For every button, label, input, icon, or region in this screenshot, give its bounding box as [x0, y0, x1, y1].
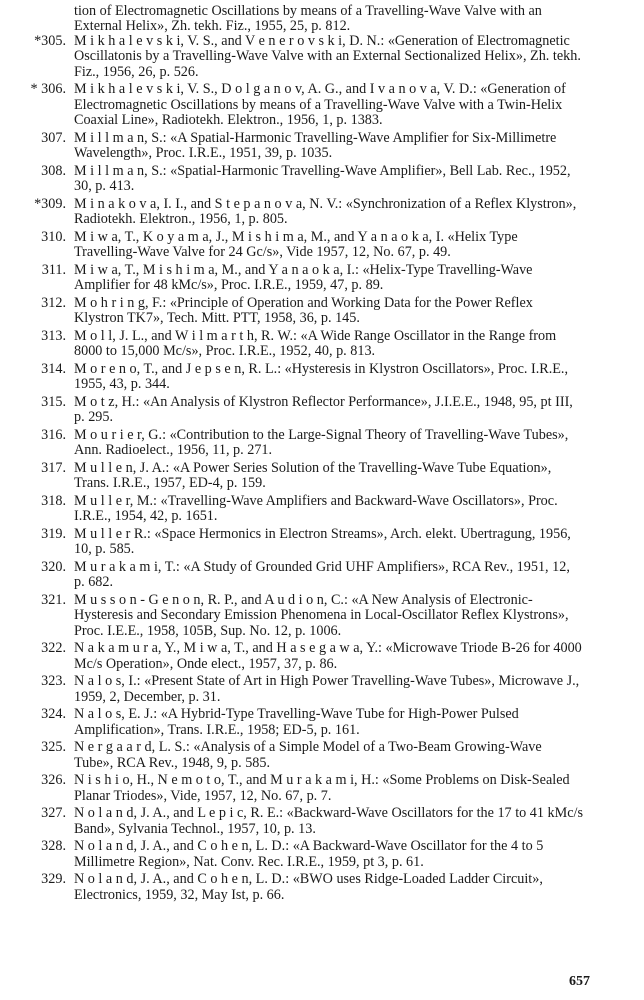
reference-text: M i k h a l e v s k i, V. S., and V e n e r o v s k i, D. N.: «Generation of Electromagnetic Oscillatonis by a Travelling-Wave Valve with an External Sectionalized Helix», Zh. tekh. Fiz., 1956, 26, p. 526.	[74, 33, 581, 80]
reference-text: M u r a k a m i, T.: «A Study of Grounded Grid UHF Amplifiers», RCA Rev., 1951, 12, p. 682.	[74, 558, 570, 591]
reference-number: 313.	[41, 327, 66, 344]
reference-text: N a k a m u r a, Y., M i w a, T., and H a s e g a w a, Y.: «Microwave Triode B-26 for 4000 Mc/s Operation», Onde elect., 1957, 37, p. 86.	[74, 640, 582, 672]
reference-item	[0, 593, 584, 639]
reference-text: M i k h a l e v s k i, V. S., D o l g a n o v, A. G., and I v a n o v a, V. D.: «Generation of Electromagnetic Oscillations by means of a Travelling-Wave Valve with a Twin-Helix Coaxial Line», Radiotekh. Elektron., 1956, 1, p. 1383.	[74, 81, 566, 129]
reference-number: * 306.	[30, 81, 66, 98]
reference-text: M i l l m a n, S.: «A Spatial-Harmonic Travelling-Wave Amplifier for Six-Millimetre Wavelength», Proc. I.R.E., 1951, 39, p. 1035.	[74, 129, 557, 162]
reference-number: *305.	[34, 33, 66, 49]
continued-reference-text: tion of Electromagnetic Oscillations by means of a Travelling-Wave Valve with an External Helix», Zh. tekh. Fiz., 1955, 25, p. 812.	[74, 3, 542, 35]
reference-number: 322.	[41, 640, 66, 657]
reference-text: M i l l m a n, S.: «Spatial-Harmonic Travelling-Wave Amplifier», Bell Lab. Rec., 1952, 30, p. 413.	[74, 162, 571, 195]
reference-text: M u l l e n, J. A.: «A Power Series Solution of the Travelling-Wave Tube Equation», Trans. I.R.E., 1957, ED-4, p. 159.	[74, 459, 552, 492]
reference-item	[0, 806, 584, 837]
reference-text: N o l a n d, J. A., and C o h e n, L. D.: «BWO uses Ridge-Loaded Ladder Circuit», Electronics, 1959, 32, May Ist, p. 66.	[74, 871, 543, 903]
reference-item	[0, 395, 584, 426]
reference-item	[0, 34, 584, 80]
reference-number: 329.	[41, 871, 66, 888]
reference-number: 315.	[41, 393, 66, 410]
reference-item	[0, 296, 584, 327]
reference-text: M o t z, H.: «An Analysis of Klystron Reflector Performance», J.I.E.E., 1948, 95, pt III, p. 295.	[74, 393, 573, 426]
reference-item	[0, 527, 584, 558]
reference-item	[0, 329, 584, 360]
reference-item	[0, 263, 584, 294]
reference-item	[0, 131, 584, 162]
reference-text: M i n a k o v a, I. I., and S t e p a n o v a, N. V.: «Synchronization of a Reflex Klystron», Radiotekh. Elektron., 1956, 1, p. 805.	[74, 195, 577, 228]
reference-text: M u s s o n - G e n o n, R. P., and A u d i o n, C.: «A New Analysis of Electronic-Hysteresis and Secondary Emission Phenomena in Local-Oscillator Reflex Klystrons», Proc. I.E.E., 1958, 105B, Sup. No. 12, p. 1006.	[74, 591, 569, 639]
reference-item	[0, 560, 584, 591]
reference-number: 314.	[41, 360, 66, 377]
reference-item	[0, 362, 584, 393]
reference-item	[0, 839, 584, 870]
reference-text: M o r e n o, T., and J e p s e n, R. L.: «Hysteresis in Klystron Oscillators», Proc. I.R.E., 1955, 43, p. 344.	[74, 360, 569, 393]
reference-number: 310.	[41, 228, 66, 245]
reference-text: M u l l e r, M.: «Travelling-Wave Amplifiers and Backward-Wave Oscillators», Proc. I.R.E., 1954, 42, p. 1651.	[74, 492, 558, 525]
reference-list	[0, 34, 644, 905]
reference-number: 311.	[41, 261, 66, 278]
reference-item	[0, 428, 584, 459]
reference-number: 327.	[41, 805, 66, 822]
reference-number: 317.	[41, 459, 66, 476]
reference-text: M o l l, J. L., and W i l m a r t h, R. W.: «A Wide Range Oscillator in the Range from 8000 to 15,000 Mc/s», Proc. I.R.E., 1952, 40, p. 813.	[74, 327, 557, 360]
reference-item	[0, 82, 584, 128]
reference-item	[0, 872, 584, 903]
reference-number: 308.	[41, 162, 66, 179]
reference-item	[0, 197, 584, 228]
reference-number: 321.	[41, 591, 66, 608]
reference-text: N e r g a a r d, L. S.: «Analysis of a Simple Model of a Two-Beam Growing-Wave Tube», RCA Rev., 1948, 9, p. 585.	[74, 739, 542, 771]
reference-number: 326.	[41, 772, 66, 789]
reference-text: N i s h i o, H., N e m o t o, T., and M u r a k a m i, H.: «Some Problems on Disk-Sealed Planar Triodes», Vide, 1957, 12, No. 67, p. 7.	[74, 772, 570, 804]
reference-number: 325.	[41, 739, 66, 756]
reference-number: 324.	[41, 706, 66, 723]
reference-item	[0, 707, 584, 738]
reference-item	[0, 773, 584, 804]
reference-text: M o u r i e r, G.: «Contribution to the Large-Signal Theory of Travelling-Wave Tubes», Ann. Radioelect., 1956, 11, p. 271.	[74, 426, 569, 459]
reference-number: *309.	[34, 195, 66, 212]
page-number: 657	[569, 974, 590, 989]
reference-text: M o h r i n g, F.: «Principle of Operation and Working Data for the Power Reflex Klystron TK7», Tech. Mitt. PTT, 1958, 36, p. 145.	[74, 294, 533, 327]
reference-item	[0, 674, 584, 705]
reference-item	[0, 740, 584, 771]
reference-text: M i w a, T., K o y a m a, J., M i s h i m a, M., and Y a n a o k a, I. «Helix Type Travelling-Wave Valve for 24 Gc/s», Vide 1957, 12, No. 67, p. 49.	[74, 228, 518, 261]
reference-number: 307.	[41, 129, 66, 146]
reference-text: M u l l e r R.: «Space Hermonics in Electron Streams», Arch. elekt. Ubertragung, 1956, 10, p. 585.	[74, 525, 571, 558]
reference-item	[0, 164, 584, 195]
reference-item	[0, 461, 584, 492]
reference-item	[0, 494, 584, 525]
reference-number: 323.	[41, 673, 66, 690]
reference-text: M i w a, T., M i s h i m a, M., and Y a n a o k a, I.: «Helix-Type Travelling-Wave Amplifier for 48 kMc/s», Proc. I.R.E., 1959, 47, p. 89.	[74, 261, 533, 294]
reference-number: 319.	[41, 525, 66, 542]
reference-text: N a l o s, E. J.: «A Hybrid-Type Travelling-Wave Tube for High-Power Pulsed Amplification», Trans. I.R.E., 1958; ED-5, p. 161.	[74, 706, 519, 738]
reference-number: 318.	[41, 492, 66, 509]
reference-item	[0, 230, 584, 261]
reference-number: 320.	[41, 558, 66, 575]
reference-text: N o l a n d, J. A., and C o h e n, L. D.: «A Backward-Wave Oscillator for the 4 to 5 Millimetre Region», Nat. Conv. Rec. I.R.E., 1959, pt 3, p. 61.	[74, 838, 544, 870]
reference-text: N a l o s, I.: «Present State of Art in High Power Travelling-Wave Tubes», Microwave J., 1959, 2, December, p. 31.	[74, 673, 580, 705]
reference-text: N o l a n d, J. A., and L e p i c, R. E.: «Backward-Wave Oscillators for the 17 to 41 kMc/s Band», Sylvania Technol., 1957, 10, p. 13.	[74, 805, 583, 837]
reference-number: 328.	[41, 838, 66, 855]
reference-number: 316.	[41, 426, 66, 443]
reference-item	[0, 641, 584, 672]
reference-number: 312.	[41, 294, 66, 311]
